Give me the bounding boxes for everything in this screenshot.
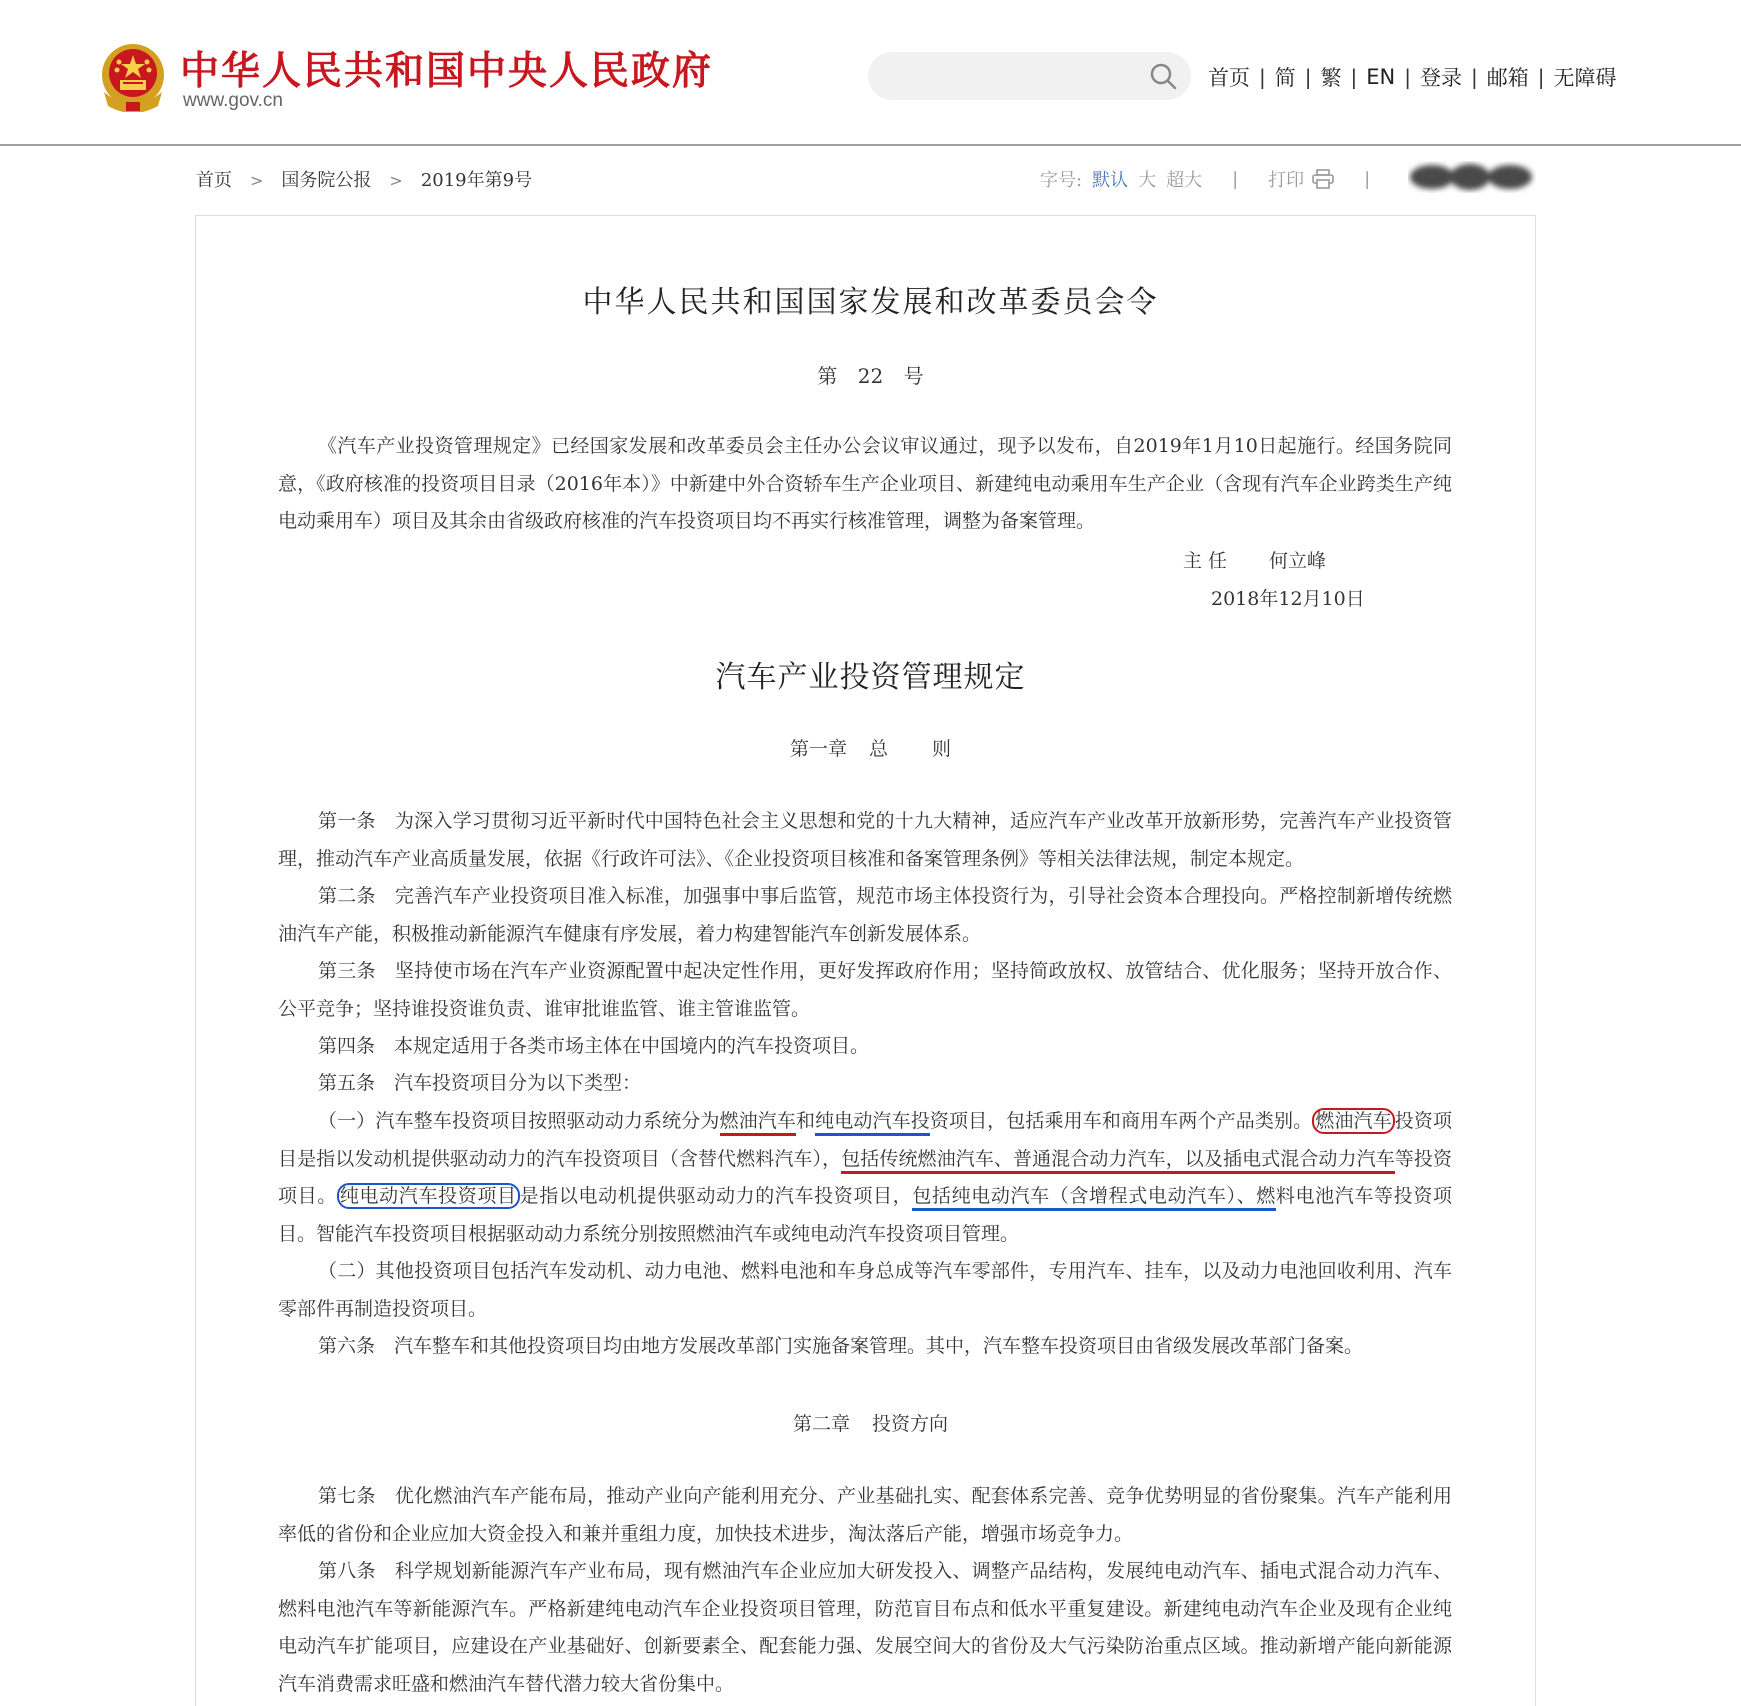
article-3: 第三条 坚持使市场在汽车产业资源配置中起决定性作用，更好发挥政府作用；坚持简政放权、放管结合、优化服务；坚持开放合作、公平竞争；坚持谁投资谁负责、谁审批谁监管、谁主管谁监管。 <box>278 960 1452 1020</box>
printer-icon[interactable] <box>1312 169 1334 189</box>
nav-separator: | <box>1470 65 1478 89</box>
nav-mailbox[interactable]: 邮箱 <box>1486 66 1529 90</box>
nav-english[interactable]: EN <box>1366 65 1396 89</box>
chapter-1-heading <box>0 734 1741 761</box>
breadcrumb-gazette[interactable]: 国务院公报 <box>281 170 372 191</box>
text-span: 是指以电动机提供驱动动力的汽车投资项目， <box>519 1185 913 1207</box>
text-span: 和 <box>795 1110 816 1132</box>
article-5-item-1 <box>278 1103 1452 1253</box>
nav-separator: | <box>1304 65 1312 89</box>
signature-line <box>1183 546 1326 573</box>
document-title: 中华人民共和国国家发展和改革委员会令 <box>582 285 1159 320</box>
nav-separator: | <box>1404 65 1411 89</box>
article-7: 第七条 优化燃油汽车产能布局，推动产业向产能利用充分、产业基础扎实、配套体系完善、竞争优势明显的省份聚集。汽车产能利用率低的省份和企业应加大资金投入和兼并重组力度，加快技术进步，淘汰落后产能，增强市场竞争力。 <box>278 1485 1452 1545</box>
text-span: （一）汽车整车投资项目按照驱动动力系统分为 <box>318 1110 720 1132</box>
article-6: 第六条 汽车整车和其他投资项目均由地方发展改革部门实施备案管理。其中，汽车整车投资项目由省级发展改革部门备案。 <box>318 1335 1364 1357</box>
chapter-1-title-part2: 则 <box>932 738 952 760</box>
article-4: 第四条 本规定适用于各类市场主体在中国境内的汽车投资项目。 <box>318 1035 870 1057</box>
breadcrumb <box>196 166 532 192</box>
article-2: 第二条 完善汽车产业投资项目准入标准，加强事中事后监管，规范市场主体投资行为，引导社会资本合理投向。严格控制新增传统燃油汽车产能，积极推动新能源汽车健康有序发展，着力构建智能汽车创新发展体系。 <box>278 885 1452 945</box>
national-emblem-icon[interactable] <box>100 42 166 112</box>
nav-separator: | <box>1350 65 1358 89</box>
preamble-paragraph: 《汽车产业投资管理规定》已经国家发展和改革委员会主任办公会议审议通过，现予以发布，自2019年1月10日起施行。经国务院同意，《政府核准的投资项目目录（2016年本）》中新建中外合资轿车生产企业项目、新建纯电动乘用车生产企业（含现有汽车企业跨类生产纯电动乘用车）项目及其余由省级政府核准的汽车投资项目均不再实行核准管理，调整为备案管理。 <box>278 435 1452 532</box>
chapter-1-title-part1: 总 <box>868 738 888 760</box>
article-5-item-2: （二）其他投资项目包括汽车发动机、动力电池、燃料电池和车身总成等汽车零部件，专用汽车、挂车，以及动力电池回收利用、汽车零部件再制造投资项目。 <box>278 1260 1452 1320</box>
site-url[interactable]: www.gov.cn <box>183 90 283 111</box>
article-8: 第八条 科学规划新能源汽车产业布局，现有燃油汽车企业应加大研发投入、调整产品结构，发展纯电动汽车、插电式混合动力汽车、燃料电池汽车等新能源汽车。严格新建纯电动汽车企业投资项目管理，防范盲目布点和低水平重复建设。新建纯电动汽车企业及现有企业纯电动汽车扩能项目，应建设在产业基础好、创新要素全、配套能力强、发展空间大的省份及大气污染防治重点区域。推动新增产能向新能源汽车消费需求旺盛和燃油汽车替代潜力较大省份集中。 <box>278 1560 1452 1695</box>
nav-login[interactable]: 登录 <box>1419 66 1462 90</box>
text-span: 料电池汽车等投资项目。智能汽车投资项目根据驱动动力系统分别按照燃油汽车或纯电动汽车投资项目管理。 <box>278 1185 1452 1245</box>
nav-separator: | <box>1537 65 1545 89</box>
chapter-1-number: 第一章 <box>789 738 847 760</box>
page-tools <box>1040 166 1400 192</box>
sign-date: 2018年12月10日 <box>1211 588 1365 610</box>
annotation-underline-blue: 包括纯电动汽车（含增程式电动汽车）、燃 <box>912 1185 1276 1211</box>
text-span: 投资项目是指以发动机提供驱动动力的汽车投资项目（含替代燃料汽车）， <box>278 1110 1452 1170</box>
signer-name: 何立峰 <box>1269 550 1327 572</box>
chapter-2-number: 第二章 <box>792 1413 850 1435</box>
font-size-large[interactable]: 大 <box>1138 170 1157 191</box>
text-span: 等投资项目。 <box>278 1147 1452 1207</box>
chapter-2-title: 投资方向 <box>872 1413 949 1435</box>
tools-separator: | <box>1232 168 1239 190</box>
nav-traditional[interactable]: 繁 <box>1320 66 1342 90</box>
font-size-xlarge[interactable]: 超大 <box>1166 170 1203 191</box>
document-number: 第 22 号 <box>817 364 924 388</box>
site-header <box>0 0 1741 146</box>
chevron-right-icon: > <box>250 171 264 190</box>
annotation-circle-red: 燃油汽车 <box>1312 1108 1394 1134</box>
annotation-underline-blue: 纯电动汽车投 <box>815 1110 930 1136</box>
share-icons-blurred[interactable] <box>1408 158 1536 196</box>
nav-accessibility[interactable]: 无障碍 <box>1553 66 1617 90</box>
top-nav <box>1208 62 1616 92</box>
nav-home[interactable]: 首页 <box>1208 66 1250 90</box>
nav-simplified[interactable]: 简 <box>1274 66 1296 90</box>
article-1: 第一条 为深入学习贯彻习近平新时代中国特色社会主义思想和党的十九大精神，适应汽车产业改革开放新形势，完善汽车产业投资管理，推动汽车产业高质量发展，依据《行政许可法》、《企业投资项目核准和备案管理条例》等相关法律法规，制定本规定。 <box>278 810 1452 870</box>
print-button[interactable]: 打印 <box>1268 170 1305 191</box>
font-size-label: 字号: <box>1040 170 1083 191</box>
breadcrumb-issue[interactable]: 2019年第9号 <box>420 170 533 191</box>
annotation-circle-blue: 纯电动汽车投资项目 <box>337 1183 520 1209</box>
site-name[interactable]: 中华人民共和国中央人民政府 <box>180 49 714 94</box>
tools-separator: | <box>1364 168 1371 190</box>
regulation-title: 汽车产业投资管理规定 <box>715 660 1026 695</box>
search-icon[interactable] <box>1149 62 1177 90</box>
signer-title: 主 任 <box>1183 550 1228 572</box>
breadcrumb-home[interactable]: 首页 <box>196 170 232 191</box>
chevron-right-icon: > <box>389 171 403 190</box>
annotation-underline-red: 包括传统燃油汽车、普通混合动力汽车，以及插电式混合动力汽车 <box>841 1148 1395 1174</box>
annotation-underline-red: 燃油汽车 <box>720 1110 796 1136</box>
nav-separator: | <box>1259 65 1266 89</box>
text-span: 资项目，包括乘用车和商用车两个产品类别。 <box>929 1110 1313 1132</box>
font-size-default[interactable]: 默认 <box>1092 170 1129 191</box>
article-5: 第五条 汽车投资项目分为以下类型： <box>318 1072 642 1094</box>
search-input[interactable] <box>868 52 1191 100</box>
chapter-2-heading <box>0 1409 1741 1436</box>
